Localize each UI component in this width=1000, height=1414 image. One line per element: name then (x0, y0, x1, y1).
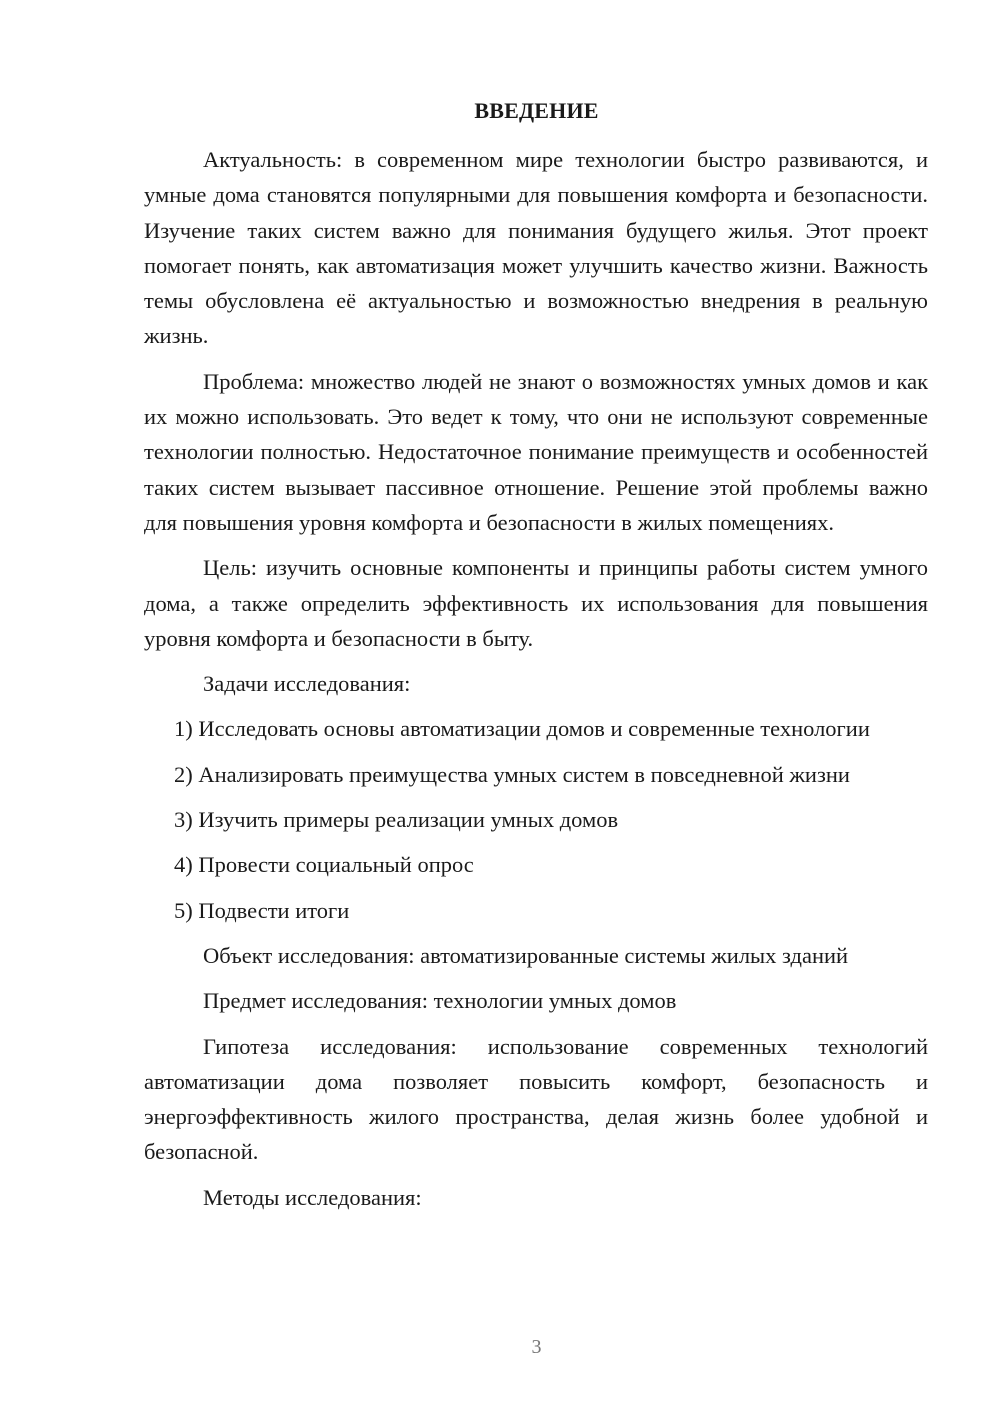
list-item: 4) Провести социальный опрос (174, 852, 474, 878)
tasks-title: Задачи исследования: (203, 671, 411, 697)
paragraph-subject: Предмет исследования: технологии умных домов (203, 988, 677, 1014)
page-title: ВВЕДЕНИЕ (474, 98, 599, 123)
page-number: 3 (531, 1336, 542, 1358)
paragraph-hypothesis: Гипотеза исследования: использование современных технологий автоматизации дома позволяет повысить комфорт, безопасность и энергоэффективность жилого пространства, делая жизнь более удобной и безопасной. (144, 1033, 928, 1165)
list-item: 1) Исследовать основы автоматизации домов и современные технологии (174, 716, 870, 742)
paragraph-relevance: Актуальность: в современном мире технологии быстро развиваются, и умные дома становятся популярными для повышения комфорта и безопасности. Изучение таких систем важно для понимания будущего жилья. Этот проект помогает понять, как автоматизация может улучшить качество жизни. Важность темы обусловлена её актуальностью и возможностью внедрения в реальную жизнь. (144, 147, 928, 349)
paragraph-goal: Цель: изучить основные компоненты и принципы работы систем умного дома, а также определить эффективность их использования для повышения уровня комфорта и безопасности в быту. (144, 555, 928, 651)
list-item: 2) Анализировать преимущества умных систем в повседневной жизни (174, 761, 850, 787)
methods-title: Методы исследования: (203, 1184, 422, 1210)
tasks-list (144, 711, 928, 927)
list-item: 5) Подвести итоги (174, 897, 350, 923)
list-item: 3) Изучить примеры реализации умных домов (174, 807, 619, 833)
document-body (144, 142, 928, 1225)
paragraph-object: Объект исследования: автоматизированные системы жилых зданий (203, 942, 849, 968)
paragraph-problem: Проблема: множество людей не знают о возможностях умных домов и как их можно использовать. Это ведет к тому, что они не используют современные технологии полностью. Недостаточное понимание преимуществ и особенностей таких систем вызывает пассивное отношение. Решение этой проблемы важно для повышения уровня комфорта и безопасности в жилых помещениях. (144, 368, 928, 535)
